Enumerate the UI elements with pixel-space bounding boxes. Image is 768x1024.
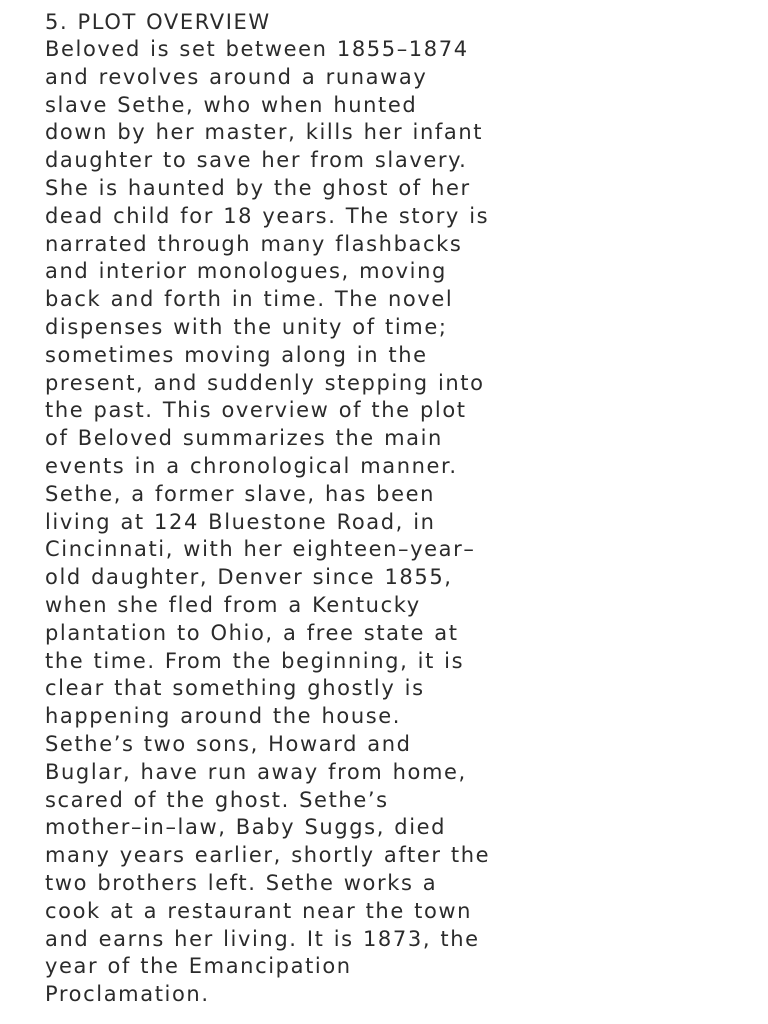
text-line: plantation to Ohio, a free state at	[45, 620, 459, 645]
text-line: happening around the house.	[45, 704, 402, 729]
text-line: when she fled from a Kentucky	[45, 592, 421, 617]
text-line: slave Sethe, who when hunted	[45, 92, 418, 117]
text-line: events in a chronological manner.	[45, 453, 458, 478]
text-line: and interior monologues, moving	[45, 259, 447, 284]
text-line: sometimes moving along in the	[45, 342, 428, 367]
text-line: scared of the ghost. Sethe’s	[45, 787, 389, 812]
body-paragraph	[45, 36, 765, 1009]
text-line: Sethe’s two sons, Howard and	[45, 731, 412, 756]
text-line: mother–in–law, Baby Suggs, died	[45, 815, 447, 840]
document-page	[45, 8, 765, 1009]
text-line: living at 124 Bluestone Road, in	[45, 509, 436, 534]
text-line: cook at a restaurant near the town	[45, 898, 473, 923]
text-line: down by her master, kills her infant	[45, 120, 484, 145]
text-line: dispenses with the unity of time;	[45, 314, 448, 339]
text-line: and revolves around a runaway	[45, 64, 428, 89]
text-line: narrated through many flashbacks	[45, 231, 463, 256]
text-line: clear that something ghostly is	[45, 676, 425, 701]
text-line: Proclamation.	[45, 982, 210, 1007]
text-line: Sethe, a former slave, has been	[45, 481, 436, 506]
text-line: of Beloved summarizes the main	[45, 426, 443, 451]
text-line: and earns her living. It is 1873, the	[45, 926, 480, 951]
text-line: present, and suddenly stepping into	[45, 370, 485, 395]
text-line: daughter to save her from slavery.	[45, 148, 468, 173]
text-line: year of the Emancipation	[45, 954, 352, 979]
text-line: the past. This overview of the plot	[45, 398, 467, 423]
text-line: many years earlier, shortly after the	[45, 843, 491, 868]
text-line: Beloved is set between 1855–1874	[45, 37, 469, 61]
text-line: old daughter, Denver since 1855,	[45, 565, 453, 590]
text-line: Buglar, have run away from home,	[45, 759, 467, 784]
text-line: She is haunted by the ghost of her	[45, 175, 471, 200]
section-heading: 5. PLOT OVERVIEW	[45, 10, 271, 34]
text-line: Cincinnati, with her eighteen–year–	[45, 537, 476, 562]
text-line: two brothers left. Sethe works a	[45, 870, 438, 895]
text-line: dead child for 18 years. The story is	[45, 203, 490, 228]
text-line: back and forth in time. The novel	[45, 287, 454, 312]
text-line: the time. From the beginning, it is	[45, 648, 465, 673]
